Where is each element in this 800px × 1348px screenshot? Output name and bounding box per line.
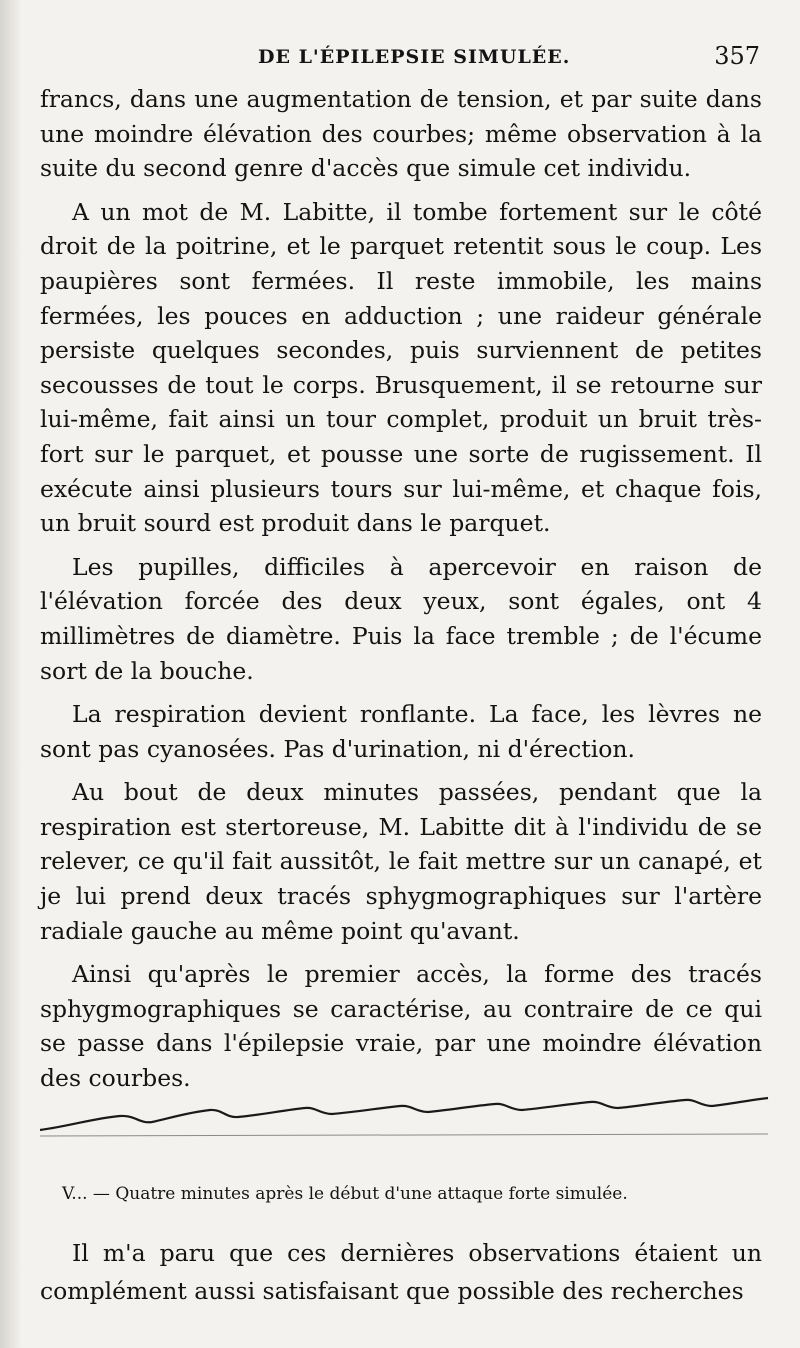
paragraph-conclusion: Ainsi qu'après le premier accès, la forme des tracés sphygmographiques se caractérise, au contraire de ce qui se passe dans l'épilepsie vraie, par une moindre élévation des courbes. [40, 960, 762, 1093]
figure-caption: V... — Quatre minutes après le début d'une attaque forte simulée. [62, 1184, 628, 1204]
paragraph-pupils: Les pupilles, difficiles à apercevoir en raison de l'élévation forcée des deux yeux, sont égales, ont 4 millimètres de diamètre. Puis la face tremble ; de l'écume sort de la bouche. [40, 552, 762, 685]
closing-text [40, 1234, 762, 1310]
paragraph-recovery: Au bout de deux minutes passées, pendant que la respiration est stertoreuse, M. Labitte dit à l'individu de se relever, ce qu'il fait aussitôt, le fait mettre sur un canapé, et je lui prend deux tracés sphygmographiques sur l'artère radiale gauche au même point qu'avant. [40, 778, 762, 945]
baseline-line [40, 1134, 768, 1136]
running-title: DE L'ÉPILEPSIE SIMULÉE. [258, 46, 571, 68]
sphygmographic-tracing [40, 1088, 770, 1140]
body-text [40, 82, 762, 1105]
paragraph-respiration: La respiration devient ronflante. La face, les lèvres ne sont pas cyanosées. Pas d'urination, ni d'érection. [40, 700, 762, 763]
page-number: 357 [714, 42, 760, 70]
pulse-trace-line [40, 1098, 768, 1130]
paragraph-continuation: francs, dans une augmentation de tension, et par suite dans une moindre élévation des courbes; même observation à la suite du second genre d'accès que simule cet individu. [40, 85, 762, 183]
page-header [40, 40, 760, 76]
paragraph-closing: Il m'a paru que ces dernières observations étaient un complément aussi satisfaisant que possible des recherches [40, 1239, 762, 1305]
paragraph-fall: A un mot de M. Labitte, il tombe fortement sur le côté droit de la poitrine, et le parquet retentit sous le coup. Les paupières sont fermées. Il reste immobile, les mains fermées, les pouces en adduction ; une raideur générale persiste quelques secondes, puis surviennent de petites secousses de tout le corps. Brusquement, il se retourne sur lui-même, fait ainsi un tour complet, produit un bruit très-fort sur le parquet, et pousse une sorte de rugissement. Il exécute ainsi plusieurs tours sur lui-même, et chaque fois, un bruit sourd est produit dans le parquet. [40, 197, 762, 538]
